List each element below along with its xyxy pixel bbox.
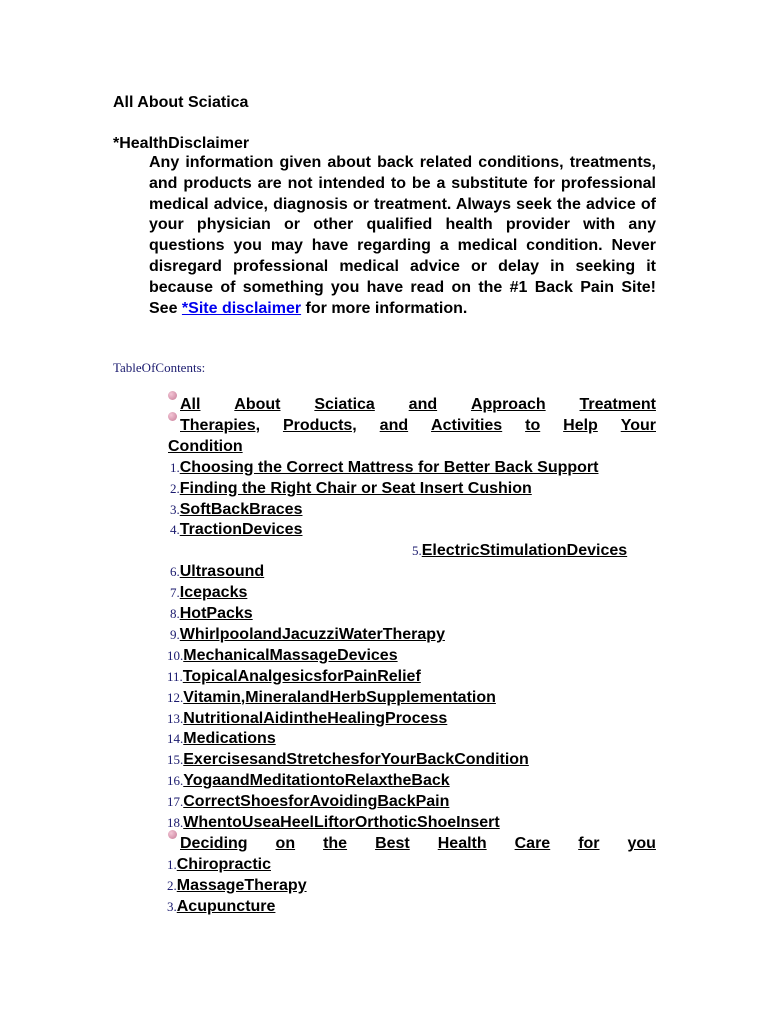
toc-item: [167, 875, 307, 896]
toc-item-number: 5.: [412, 543, 422, 559]
toc-item-link[interactable]: Ultrasound: [179, 563, 265, 581]
toc-item-link[interactable]: Chiropractic: [176, 855, 271, 873]
toc-word: to: [525, 416, 541, 434]
toc-section-1-cont-link[interactable]: [180, 415, 656, 436]
toc-item-link[interactable]: NutritionalAidintheHealingProcess: [183, 709, 448, 727]
toc-item-link[interactable]: Icepacks: [179, 584, 248, 602]
toc-item-link[interactable]: Vitamin,MineralandHerbSupplementation: [183, 688, 496, 706]
toc-item-link[interactable]: TractionDevices: [179, 521, 303, 539]
bullet-icon: [168, 412, 177, 421]
toc-item: [170, 478, 532, 499]
toc-item-number: 1.: [167, 856, 177, 872]
toc-word: Products,: [282, 416, 357, 434]
toc-word: Deciding: [180, 834, 248, 852]
toc-word: Sciatica: [314, 396, 375, 413]
toc-item-link[interactable]: ExercisesandStretchesforYourBackCondition: [183, 751, 529, 769]
toc-item-number: 13.: [167, 710, 184, 726]
toc-item: [412, 540, 627, 561]
toc-item: [167, 666, 421, 687]
toc-section-1-link[interactable]: [180, 394, 656, 415]
toc-word: and: [379, 416, 409, 434]
toc-item-link[interactable]: MassageTherapy: [176, 876, 307, 894]
toc-item-number: 3.: [170, 501, 180, 517]
toc-word: and: [408, 396, 438, 413]
toc-heading: TableOfContents:: [113, 360, 206, 375]
toc-item-link[interactable]: WhirlpoolandJacuzziWaterTherapy: [179, 625, 445, 643]
bullet-icon: [168, 391, 177, 400]
page-title: All About Sciatica: [113, 94, 249, 111]
toc-item-number: 12.: [167, 689, 184, 705]
toc-item-number: 1.: [170, 459, 180, 475]
toc-item-link[interactable]: WhentoUseaHeelLiftorOrthoticShoeInsert: [183, 814, 500, 831]
toc-item-link[interactable]: MechanicalMassageDevices: [183, 646, 398, 664]
toc-word: Care: [514, 834, 551, 852]
toc-item-link[interactable]: HotPacks: [179, 605, 253, 622]
toc-item: [167, 854, 271, 875]
toc-item: [167, 749, 529, 770]
disclaimer-tail: for more information.: [301, 299, 468, 317]
toc-item-number: 6.: [170, 564, 180, 580]
toc-item-link[interactable]: SoftBackBraces: [179, 500, 303, 518]
toc-word: About: [234, 396, 281, 413]
toc-item: [167, 770, 450, 791]
toc-word: Your: [620, 416, 656, 434]
toc-item-link[interactable]: YogaandMeditationtoRelaxtheBack: [183, 772, 450, 790]
toc-word: Health: [437, 834, 487, 852]
toc-item-number: 4.: [170, 522, 180, 538]
toc-item: [170, 561, 264, 582]
toc-item-link[interactable]: Acupuncture: [176, 897, 276, 915]
toc-item: [170, 519, 302, 540]
disclaimer-text: Any information given about back related conditions, treatments, and products are not intended to be a substitute for professional medical advice, diagnosis or treatment. Always seek the advice of your physician or other qualified health provider with any questions you may have regarding a medical condition. Never disregard professional medical advice or delay in seeking it because of something you have read on the #1 Back Pain Site! See: [149, 154, 656, 317]
toc-section-2-link[interactable]: [180, 833, 656, 854]
toc-item-number: 9.: [170, 626, 180, 642]
toc-item: [167, 896, 275, 917]
toc-item-number: 10.: [167, 647, 184, 663]
toc-word: the: [323, 834, 348, 852]
toc-item: [170, 457, 598, 478]
toc-item-link[interactable]: Medications: [183, 730, 276, 748]
toc-item-number: 18.: [167, 815, 184, 830]
toc-section-1-cont: [168, 415, 656, 436]
toc-section-1-end-link[interactable]: Condition: [168, 437, 243, 455]
toc-item: [170, 499, 302, 520]
toc-word: for: [578, 834, 600, 852]
site-disclaimer-link[interactable]: *Site disclaimer: [181, 299, 302, 317]
toc-item: [167, 645, 398, 666]
toc-section-1: [168, 394, 656, 415]
toc-item: [170, 624, 445, 645]
toc-item: [167, 812, 500, 833]
disclaimer-body: [149, 153, 656, 319]
toc-item-number: 8.: [170, 606, 180, 621]
toc-item-link[interactable]: Finding the Right Chair or Seat Insert Cushion: [179, 479, 532, 497]
toc-word: All: [180, 396, 201, 413]
toc-item: [167, 728, 276, 749]
toc-item-number: 17.: [167, 794, 184, 810]
toc-item-number: 7.: [170, 585, 180, 601]
toc-item-number: 3.: [167, 898, 177, 914]
disclaimer-heading: *HealthDisclaimer: [113, 135, 250, 152]
toc-item-number: 15.: [167, 752, 184, 768]
toc-section-1-end: [168, 436, 243, 457]
toc-item-number: 16.: [167, 773, 184, 789]
toc-section-2: [168, 833, 656, 854]
toc-item-number: 2.: [167, 877, 177, 893]
toc-word: Therapies,: [180, 416, 261, 434]
toc-word: Approach: [470, 396, 546, 413]
toc-word: Treatment: [579, 396, 656, 413]
toc-item-link[interactable]: Choosing the Correct Mattress for Better Back Support: [179, 458, 599, 476]
toc-item: [170, 603, 253, 624]
toc-item-link[interactable]: TopicalAnalgesicsforPainRelief: [182, 667, 421, 685]
toc-item-number: 11.: [167, 668, 183, 684]
toc-word: you: [627, 834, 656, 852]
toc-item-link[interactable]: CorrectShoesforAvoidingBackPain: [183, 793, 450, 811]
toc-item-number: 14.: [167, 731, 184, 747]
toc-word: Best: [375, 834, 410, 852]
toc-item: [170, 582, 247, 603]
toc-word: Activities: [431, 416, 503, 434]
toc-item-number: 2.: [170, 480, 180, 496]
toc-item: [167, 708, 447, 729]
toc-word: on: [275, 834, 296, 852]
toc-word: Help: [563, 416, 598, 434]
bullet-icon: [168, 830, 177, 839]
toc-item: [167, 687, 496, 708]
toc-item: [167, 791, 449, 812]
toc-item-link[interactable]: ElectricStimulationDevices: [421, 542, 628, 560]
